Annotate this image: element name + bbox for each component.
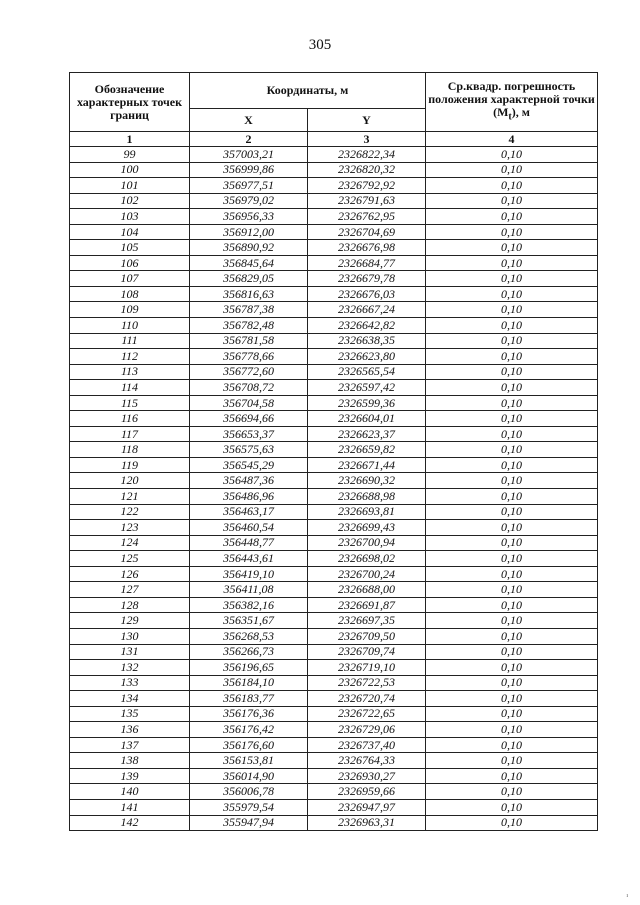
- point-id-cell: 139: [70, 768, 190, 784]
- point-id-cell: 101: [70, 178, 190, 194]
- header-y: Y: [308, 109, 426, 132]
- error-cell: 0,10: [426, 426, 598, 442]
- header-error-subscript: t: [508, 111, 512, 123]
- error-cell: 0,10: [426, 364, 598, 380]
- point-id-cell: 124: [70, 535, 190, 551]
- error-cell: 0,10: [426, 551, 598, 567]
- point-id-cell: 112: [70, 349, 190, 365]
- table-row: [70, 628, 598, 644]
- x-coordinate-cell: 356545,29: [190, 457, 308, 473]
- y-coordinate-cell: 2326691,87: [308, 597, 426, 613]
- error-cell: 0,10: [426, 582, 598, 598]
- x-coordinate-cell: 356787,38: [190, 302, 308, 318]
- y-coordinate-cell: 2326719,10: [308, 660, 426, 676]
- error-cell: 0,10: [426, 535, 598, 551]
- x-coordinate-cell: 356829,05: [190, 271, 308, 287]
- point-id-cell: 102: [70, 193, 190, 209]
- point-id-cell: 107: [70, 271, 190, 287]
- y-coordinate-cell: 2326699,43: [308, 520, 426, 536]
- table-row: [70, 457, 598, 473]
- point-id-cell: 99: [70, 147, 190, 163]
- point-id-cell: 142: [70, 815, 190, 831]
- x-coordinate-cell: 356419,10: [190, 566, 308, 582]
- header-coordinates: Координаты, м: [190, 73, 426, 109]
- error-cell: 0,10: [426, 286, 598, 302]
- point-id-cell: 104: [70, 224, 190, 240]
- y-coordinate-cell: 2326597,42: [308, 380, 426, 396]
- y-coordinate-cell: 2326820,32: [308, 162, 426, 178]
- y-coordinate-cell: 2326623,37: [308, 426, 426, 442]
- point-id-cell: 137: [70, 737, 190, 753]
- table-row: [70, 737, 598, 753]
- table-row: [70, 582, 598, 598]
- point-id-cell: 126: [70, 566, 190, 582]
- table-row: [70, 815, 598, 831]
- x-coordinate-cell: 356448,77: [190, 535, 308, 551]
- table-row: [70, 691, 598, 707]
- table-row: [70, 535, 598, 551]
- table-row: [70, 660, 598, 676]
- error-cell: 0,10: [426, 504, 598, 520]
- table-row: [70, 473, 598, 489]
- x-coordinate-cell: 356782,48: [190, 318, 308, 334]
- x-coordinate-cell: 356153,81: [190, 753, 308, 769]
- y-coordinate-cell: 2326676,98: [308, 240, 426, 256]
- x-coordinate-cell: 356486,96: [190, 489, 308, 505]
- error-cell: 0,10: [426, 457, 598, 473]
- table-row: [70, 224, 598, 240]
- table-body: [70, 147, 598, 831]
- point-id-cell: 115: [70, 395, 190, 411]
- error-cell: 0,10: [426, 333, 598, 349]
- x-coordinate-cell: 356781,58: [190, 333, 308, 349]
- x-coordinate-cell: 356382,16: [190, 597, 308, 613]
- y-coordinate-cell: 2326693,81: [308, 504, 426, 520]
- point-id-cell: 113: [70, 364, 190, 380]
- y-coordinate-cell: 2326697,35: [308, 613, 426, 629]
- point-id-cell: 118: [70, 442, 190, 458]
- point-id-cell: 136: [70, 722, 190, 738]
- error-cell: 0,10: [426, 597, 598, 613]
- y-coordinate-cell: 2326688,00: [308, 582, 426, 598]
- y-coordinate-cell: 2326700,94: [308, 535, 426, 551]
- header-error-unit: ), м: [511, 105, 530, 120]
- error-cell: 0,10: [426, 691, 598, 707]
- point-id-cell: 100: [70, 162, 190, 178]
- error-cell: 0,10: [426, 380, 598, 396]
- column-numbers-row: [70, 132, 598, 147]
- error-cell: 0,10: [426, 255, 598, 271]
- table-row: [70, 753, 598, 769]
- y-coordinate-cell: 2326963,31: [308, 815, 426, 831]
- error-cell: 0,10: [426, 644, 598, 660]
- table-row: [70, 442, 598, 458]
- error-cell: 0,10: [426, 318, 598, 334]
- point-id-cell: 116: [70, 411, 190, 427]
- table-row: [70, 302, 598, 318]
- point-id-cell: 123: [70, 520, 190, 536]
- error-cell: 0,10: [426, 628, 598, 644]
- table-row: [70, 286, 598, 302]
- y-coordinate-cell: 2326679,78: [308, 271, 426, 287]
- y-coordinate-cell: 2326722,65: [308, 706, 426, 722]
- x-coordinate-cell: 356268,53: [190, 628, 308, 644]
- table-row: [70, 566, 598, 582]
- error-cell: 0,10: [426, 722, 598, 738]
- error-cell: 0,10: [426, 737, 598, 753]
- error-cell: 0,10: [426, 395, 598, 411]
- table-row: [70, 520, 598, 536]
- error-cell: 0,10: [426, 349, 598, 365]
- table-row: [70, 706, 598, 722]
- x-coordinate-cell: 356778,66: [190, 349, 308, 365]
- table-row: [70, 318, 598, 334]
- table-row: [70, 271, 598, 287]
- table-row: [70, 551, 598, 567]
- x-coordinate-cell: 356708,72: [190, 380, 308, 396]
- table-row: [70, 644, 598, 660]
- y-coordinate-cell: 2326667,24: [308, 302, 426, 318]
- x-coordinate-cell: 356816,63: [190, 286, 308, 302]
- error-cell: 0,10: [426, 520, 598, 536]
- x-coordinate-cell: 356694,66: [190, 411, 308, 427]
- x-coordinate-cell: 356176,60: [190, 737, 308, 753]
- table-row: [70, 364, 598, 380]
- error-cell: 0,10: [426, 768, 598, 784]
- x-coordinate-cell: 355979,54: [190, 799, 308, 815]
- table-row: [70, 675, 598, 691]
- point-id-cell: 105: [70, 240, 190, 256]
- error-cell: 0,10: [426, 489, 598, 505]
- error-cell: 0,10: [426, 706, 598, 722]
- x-coordinate-cell: 356704,58: [190, 395, 308, 411]
- y-coordinate-cell: 2326822,34: [308, 147, 426, 163]
- table-row: [70, 489, 598, 505]
- y-coordinate-cell: 2326671,44: [308, 457, 426, 473]
- header-error-text: Ср.квадр. погрешность положения характерной точки (M: [428, 79, 595, 120]
- column-number: 4: [426, 132, 598, 147]
- x-coordinate-cell: 356977,51: [190, 178, 308, 194]
- table-row: [70, 380, 598, 396]
- x-coordinate-cell: 356014,90: [190, 768, 308, 784]
- x-coordinate-cell: 356443,61: [190, 551, 308, 567]
- table-row: [70, 784, 598, 800]
- x-coordinate-cell: 356266,73: [190, 644, 308, 660]
- x-coordinate-cell: 356351,67: [190, 613, 308, 629]
- error-cell: 0,10: [426, 193, 598, 209]
- table-row: [70, 255, 598, 271]
- column-number: 2: [190, 132, 308, 147]
- point-id-cell: 109: [70, 302, 190, 318]
- point-id-cell: 138: [70, 753, 190, 769]
- table-row: [70, 504, 598, 520]
- point-id-cell: 121: [70, 489, 190, 505]
- error-cell: 0,10: [426, 660, 598, 676]
- y-coordinate-cell: 2326684,77: [308, 255, 426, 271]
- y-coordinate-cell: 2326947,97: [308, 799, 426, 815]
- table-row: [70, 193, 598, 209]
- column-number: 3: [308, 132, 426, 147]
- column-number: 1: [70, 132, 190, 147]
- table-row: [70, 349, 598, 365]
- x-coordinate-cell: 356653,37: [190, 426, 308, 442]
- x-coordinate-cell: 356463,17: [190, 504, 308, 520]
- x-coordinate-cell: 356575,63: [190, 442, 308, 458]
- point-id-cell: 120: [70, 473, 190, 489]
- table-row: [70, 209, 598, 225]
- point-id-cell: 134: [70, 691, 190, 707]
- error-cell: 0,10: [426, 271, 598, 287]
- y-coordinate-cell: 2326722,53: [308, 675, 426, 691]
- error-cell: 0,10: [426, 613, 598, 629]
- error-cell: 0,10: [426, 178, 598, 194]
- coordinates-table: [69, 72, 598, 831]
- point-id-cell: 117: [70, 426, 190, 442]
- x-coordinate-cell: 357003,21: [190, 147, 308, 163]
- x-coordinate-cell: 356460,54: [190, 520, 308, 536]
- y-coordinate-cell: 2326688,98: [308, 489, 426, 505]
- x-coordinate-cell: 356176,36: [190, 706, 308, 722]
- point-id-cell: 119: [70, 457, 190, 473]
- y-coordinate-cell: 2326762,95: [308, 209, 426, 225]
- table-row: [70, 411, 598, 427]
- x-coordinate-cell: 356979,02: [190, 193, 308, 209]
- y-coordinate-cell: 2326764,33: [308, 753, 426, 769]
- point-id-cell: 130: [70, 628, 190, 644]
- point-id-cell: 103: [70, 209, 190, 225]
- error-cell: 0,10: [426, 442, 598, 458]
- x-coordinate-cell: 355947,94: [190, 815, 308, 831]
- x-coordinate-cell: 356845,64: [190, 255, 308, 271]
- error-cell: 0,10: [426, 162, 598, 178]
- y-coordinate-cell: 2326704,69: [308, 224, 426, 240]
- y-coordinate-cell: 2326604,01: [308, 411, 426, 427]
- y-coordinate-cell: 2326700,24: [308, 566, 426, 582]
- y-coordinate-cell: 2326792,92: [308, 178, 426, 194]
- point-id-cell: 132: [70, 660, 190, 676]
- table-row: [70, 597, 598, 613]
- point-id-cell: 122: [70, 504, 190, 520]
- y-coordinate-cell: 2326709,50: [308, 628, 426, 644]
- error-cell: 0,10: [426, 784, 598, 800]
- table-row: [70, 240, 598, 256]
- x-coordinate-cell: 356999,86: [190, 162, 308, 178]
- x-coordinate-cell: 356006,78: [190, 784, 308, 800]
- error-cell: 0,10: [426, 799, 598, 815]
- point-id-cell: 108: [70, 286, 190, 302]
- point-id-cell: 135: [70, 706, 190, 722]
- x-coordinate-cell: 356411,08: [190, 582, 308, 598]
- error-cell: 0,10: [426, 566, 598, 582]
- table-row: [70, 722, 598, 738]
- y-coordinate-cell: 2326642,82: [308, 318, 426, 334]
- point-id-cell: 125: [70, 551, 190, 567]
- header-x: X: [190, 109, 308, 132]
- error-cell: 0,10: [426, 147, 598, 163]
- point-id-cell: 140: [70, 784, 190, 800]
- y-coordinate-cell: 2326599,36: [308, 395, 426, 411]
- error-cell: 0,10: [426, 240, 598, 256]
- error-cell: 0,10: [426, 815, 598, 831]
- header-point-designation: Обозначение характерных точек границ: [70, 73, 190, 132]
- x-coordinate-cell: 356176,42: [190, 722, 308, 738]
- x-coordinate-cell: 356956,33: [190, 209, 308, 225]
- error-cell: 0,10: [426, 209, 598, 225]
- x-coordinate-cell: 356184,10: [190, 675, 308, 691]
- error-cell: 0,10: [426, 473, 598, 489]
- point-id-cell: 129: [70, 613, 190, 629]
- point-id-cell: 106: [70, 255, 190, 271]
- point-id-cell: 131: [70, 644, 190, 660]
- y-coordinate-cell: 2326959,66: [308, 784, 426, 800]
- y-coordinate-cell: 2326698,02: [308, 551, 426, 567]
- y-coordinate-cell: 2326690,32: [308, 473, 426, 489]
- point-id-cell: 128: [70, 597, 190, 613]
- y-coordinate-cell: 2326709,74: [308, 644, 426, 660]
- table-row: [70, 613, 598, 629]
- table-row: [70, 147, 598, 163]
- corner-mark: ı: [626, 893, 628, 899]
- point-id-cell: 110: [70, 318, 190, 334]
- point-id-cell: 133: [70, 675, 190, 691]
- point-id-cell: 114: [70, 380, 190, 396]
- error-cell: 0,10: [426, 302, 598, 318]
- table-row: [70, 768, 598, 784]
- x-coordinate-cell: 356912,00: [190, 224, 308, 240]
- point-id-cell: 141: [70, 799, 190, 815]
- y-coordinate-cell: 2326791,63: [308, 193, 426, 209]
- y-coordinate-cell: 2326659,82: [308, 442, 426, 458]
- table-row: [70, 799, 598, 815]
- point-id-cell: 127: [70, 582, 190, 598]
- page-number: 305: [308, 37, 332, 53]
- table-row: [70, 426, 598, 442]
- y-coordinate-cell: 2326676,03: [308, 286, 426, 302]
- y-coordinate-cell: 2326623,80: [308, 349, 426, 365]
- y-coordinate-cell: 2326729,06: [308, 722, 426, 738]
- y-coordinate-cell: 2326638,35: [308, 333, 426, 349]
- error-cell: 0,10: [426, 753, 598, 769]
- table-row: [70, 333, 598, 349]
- error-cell: 0,10: [426, 675, 598, 691]
- header-mean-square-error: [426, 73, 598, 132]
- y-coordinate-cell: 2326720,74: [308, 691, 426, 707]
- x-coordinate-cell: 356183,77: [190, 691, 308, 707]
- x-coordinate-cell: 356196,65: [190, 660, 308, 676]
- y-coordinate-cell: 2326737,40: [308, 737, 426, 753]
- x-coordinate-cell: 356772,60: [190, 364, 308, 380]
- error-cell: 0,10: [426, 411, 598, 427]
- table-row: [70, 162, 598, 178]
- table-row: [70, 395, 598, 411]
- point-id-cell: 111: [70, 333, 190, 349]
- y-coordinate-cell: 2326565,54: [308, 364, 426, 380]
- x-coordinate-cell: 356890,92: [190, 240, 308, 256]
- x-coordinate-cell: 356487,36: [190, 473, 308, 489]
- error-cell: 0,10: [426, 224, 598, 240]
- y-coordinate-cell: 2326930,27: [308, 768, 426, 784]
- table-row: [70, 178, 598, 194]
